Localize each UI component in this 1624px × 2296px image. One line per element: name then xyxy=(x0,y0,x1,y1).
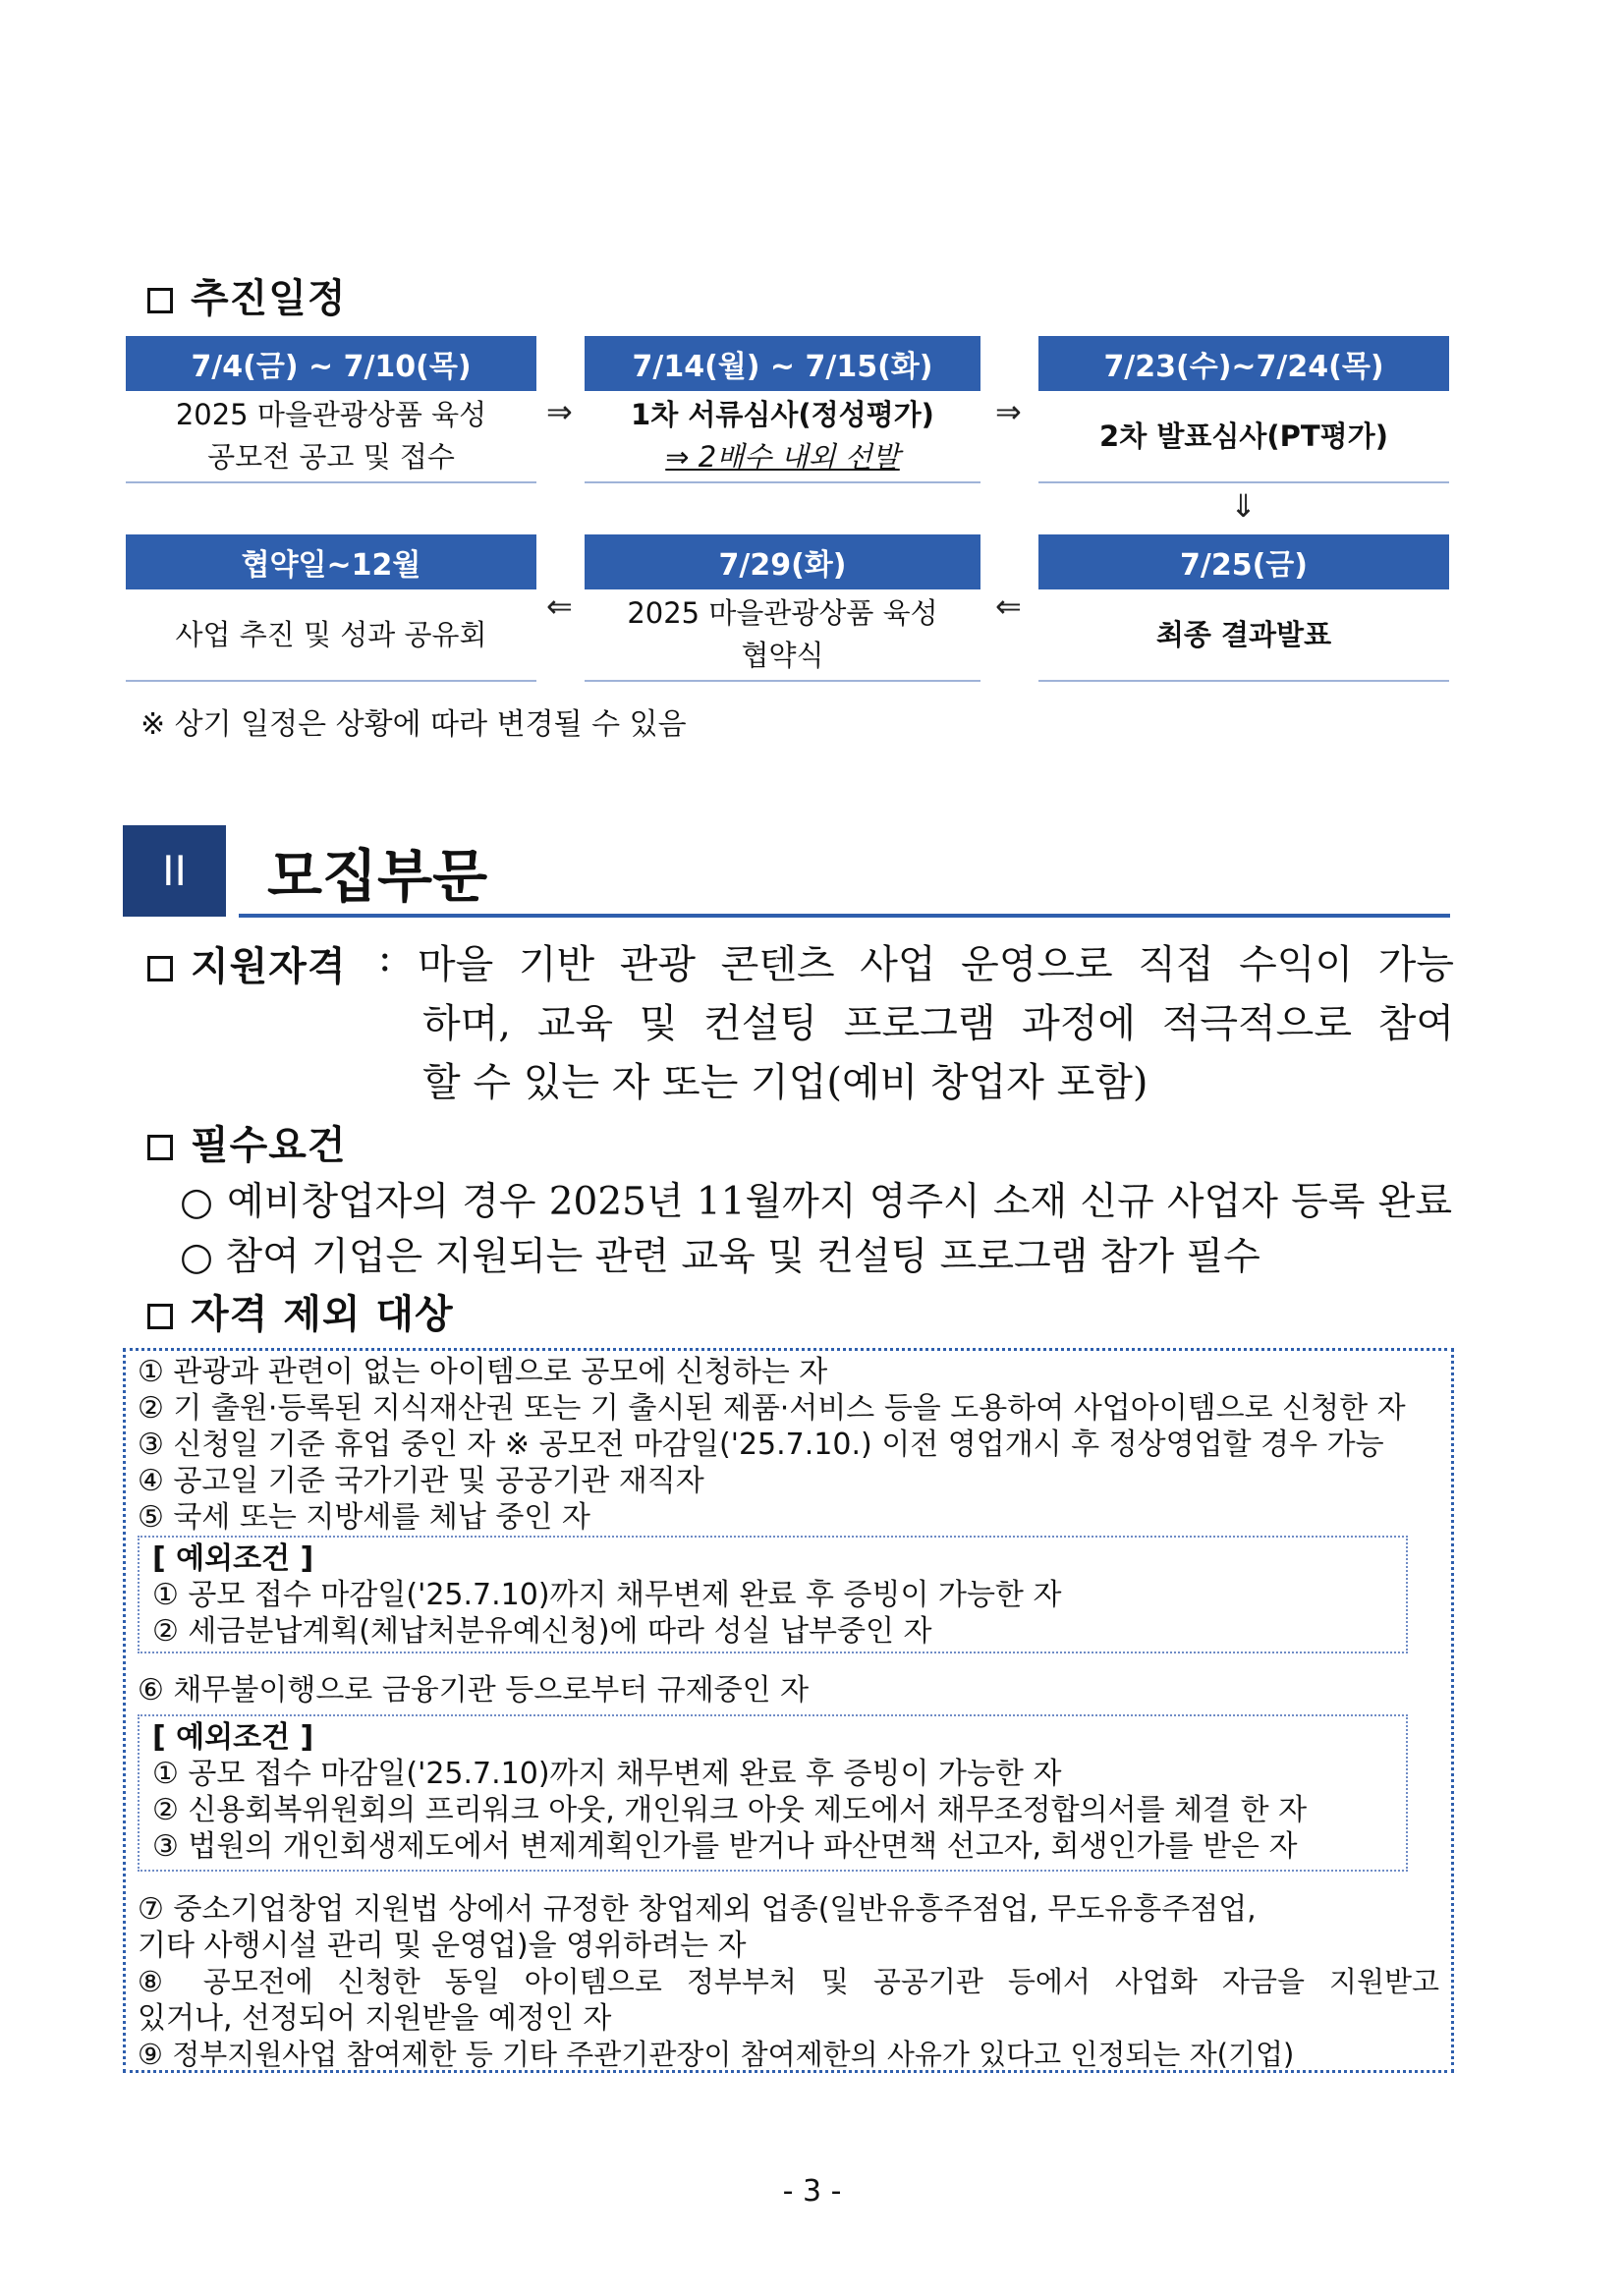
exclusions-heading xyxy=(147,1283,454,1339)
exception-1-title: [ 예외조건 ] xyxy=(152,1541,314,1576)
exclusion-item-2: ② 기 출원·등록된 지식재산권 또는 기 출시된 제품·서비스 등을 도용하여 사업아이템으로 신청한 자 xyxy=(138,1391,1406,1426)
eligibility-heading xyxy=(147,935,347,991)
eligibility-colon: : xyxy=(378,935,392,980)
step-2-date: 7/14(월) ~ 7/15(화) xyxy=(585,336,980,391)
eligibility-line-1: 마을 기반 관광 콘텐츠 사업 운영으로 직접 수익이 가능 xyxy=(418,942,1454,987)
requirement-item-2: ○ 참여 기업은 지원되는 관련 교육 및 컨설팅 프로그램 참가 필수 xyxy=(180,1235,1260,1279)
step-3-date: 7/23(수)~7/24(목) xyxy=(1038,336,1449,391)
requirements-heading xyxy=(147,1114,347,1170)
step-2-line2: ⇒ 2배수 내외 선발 xyxy=(665,440,900,474)
right-arrow-icon: ⇒ xyxy=(995,393,1022,430)
step-2-line1: 1차 서류심사(정성평가) xyxy=(631,398,934,431)
step-5-line1: 2025 마을관광상품 육성 xyxy=(627,596,938,630)
step-5-body xyxy=(585,589,980,682)
exclusion-item-3: ③ 신청일 기준 휴업 중인 자 ※ 공모전 마감일('25.7.10.) 이전 영업개시 후 정상영업할 경우 가능 xyxy=(138,1428,1384,1462)
exclusion-item-8-line2: 있거나, 선정되어 지원받을 예정인 자 xyxy=(138,2001,612,2036)
exception-2-item-2: ② 신용회복위원회의 프리워크 아웃, 개인워크 아웃 제도에서 채무조정합의서를 체결 한 자 xyxy=(152,1793,1308,1827)
exclusion-item-5: ⑤ 국세 또는 지방세를 체납 중인 자 xyxy=(138,1500,590,1535)
step-4-line1: 사업 추진 및 성과 공유회 xyxy=(175,617,487,651)
section-number: II xyxy=(162,847,187,895)
down-arrow-icon: ⇓ xyxy=(1230,487,1257,525)
eligibility-label: 지원자격 xyxy=(191,944,347,989)
exception-2-item-3: ③ 법원의 개인회생제도에서 변제계획인가를 받거나 파산면책 선고자, 회생인가를 받은 자 xyxy=(152,1829,1298,1864)
left-arrow-icon: ⇐ xyxy=(546,588,573,625)
checkbox-square-icon xyxy=(147,1304,173,1329)
section-number-box xyxy=(123,825,226,917)
step-2-body xyxy=(585,391,980,483)
requirement-item-1: ○ 예비창업자의 경우 2025년 11월까지 영주시 소재 신규 사업자 등록 완료 xyxy=(180,1180,1452,1224)
step-5-date: 7/29(화) xyxy=(585,534,980,589)
exception-2-title: [ 예외조건 ] xyxy=(152,1720,314,1755)
step-1-line2: 공모전 공고 및 접수 xyxy=(207,440,455,474)
exclusion-item-8-line1: ⑧ 공모전에 신청한 동일 아이템으로 정부부처 및 공공기관 등에서 사업화 자금을 지원받고 xyxy=(138,1965,1439,1998)
left-arrow-icon: ⇐ xyxy=(995,588,1022,625)
checkbox-square-icon xyxy=(147,956,173,981)
step-1-date: 7/4(금) ~ 7/10(목) xyxy=(126,336,536,391)
schedule-title: 추진일정 xyxy=(191,276,347,321)
checkbox-square-icon xyxy=(147,288,173,313)
exception-1-item-2: ② 세금분납계획(체납처분유예신청)에 따라 성실 납부중인 자 xyxy=(152,1614,932,1649)
step-6-body xyxy=(1038,589,1449,682)
section-underline xyxy=(239,914,1450,918)
page-number: - 3 - xyxy=(782,2174,842,2209)
step-4-date: 협약일~12월 xyxy=(126,534,536,589)
section-title: 모집부문 xyxy=(267,843,488,910)
requirements-label: 필수요건 xyxy=(191,1123,347,1168)
exception-2-item-1: ① 공모 접수 마감일('25.7.10)까지 채무변제 완료 후 증빙이 가능한 자 xyxy=(152,1757,1062,1791)
exclusion-item-1: ① 관광과 관련이 없는 아이템으로 공모에 신청하는 자 xyxy=(138,1355,828,1389)
exception-1-item-1: ① 공모 접수 마감일('25.7.10)까지 채무변제 완료 후 증빙이 가능한 자 xyxy=(152,1578,1062,1612)
step-6-date: 7/25(금) xyxy=(1038,534,1449,589)
eligibility-line-3: 할 수 있는 자 또는 기업(예비 창업자 포함) xyxy=(422,1060,1148,1105)
exclusion-item-7-line2: 기타 사행시설 관리 및 운영업)을 영위하려는 자 xyxy=(138,1929,747,1963)
schedule-heading xyxy=(147,267,347,323)
step-4-body xyxy=(126,589,536,682)
exclusion-item-4: ④ 공고일 기준 국가기관 및 공공기관 재직자 xyxy=(138,1464,704,1498)
checkbox-square-icon xyxy=(147,1135,173,1160)
exclusion-item-6: ⑥ 채무불이행으로 금융기관 등으로부터 규제중인 자 xyxy=(138,1673,810,1708)
exclusions-label: 자격 제외 대상 xyxy=(191,1292,454,1337)
exclusion-item-9: ⑨ 정부지원사업 참여제한 등 기타 주관기관장이 참여제한의 사유가 있다고 인정되는 자(기업) xyxy=(138,2038,1295,2071)
step-3-line1: 2차 발표심사(PT평가) xyxy=(1099,419,1388,453)
schedule-note: ※ 상기 일정은 상황에 따라 변경될 수 있음 xyxy=(140,707,687,742)
right-arrow-icon: ⇒ xyxy=(546,393,573,430)
step-5-line2: 협약식 xyxy=(741,639,824,672)
step-1-line1: 2025 마을관광상품 육성 xyxy=(175,398,487,431)
exclusion-item-7-line1: ⑦ 중소기업창업 지원법 상에서 규정한 창업제외 업종(일반유흥주점업, 무도유흥주점업, xyxy=(138,1892,1257,1927)
eligibility-line-2: 하며, 교육 및 컨설팅 프로그램 과정에 적극적으로 참여 xyxy=(422,1001,1454,1046)
step-1-body xyxy=(126,391,536,483)
step-3-body xyxy=(1038,391,1449,483)
step-6-line1: 최종 결과발표 xyxy=(1155,617,1332,651)
